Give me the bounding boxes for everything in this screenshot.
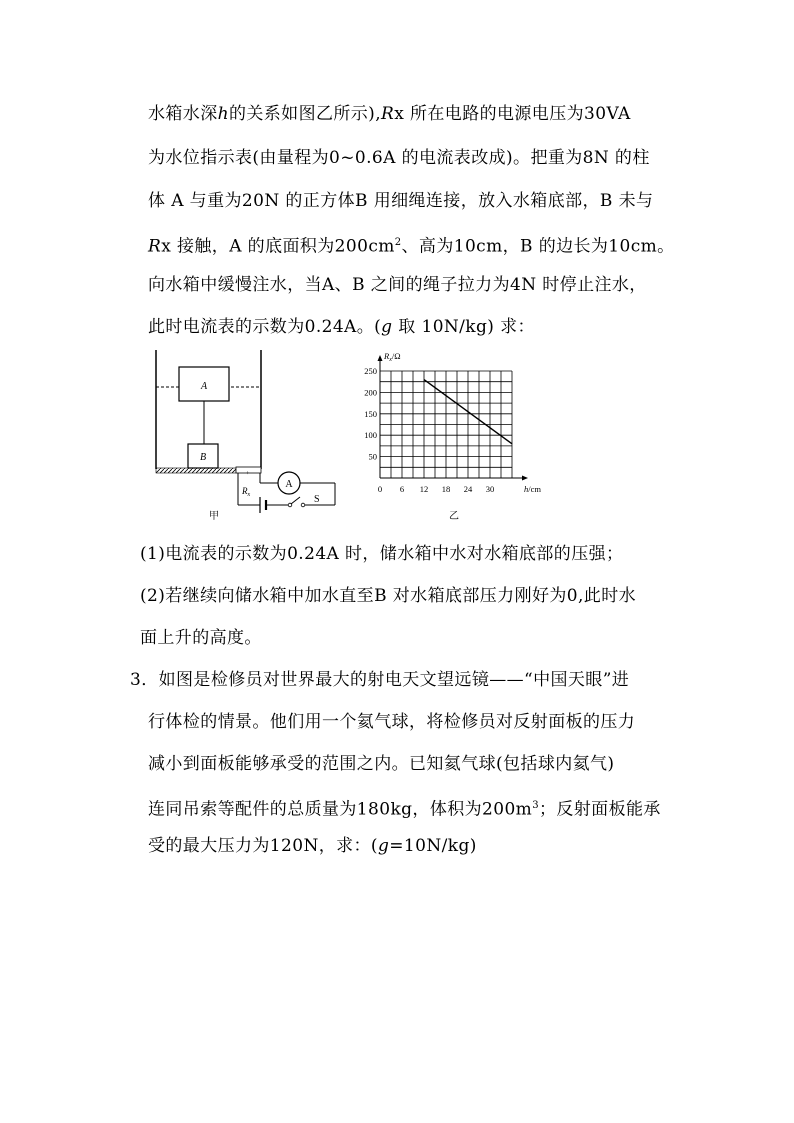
paragraph-line: [148, 103, 631, 125]
text-span: 取 10N/kg) 求：: [392, 317, 535, 337]
paragraph-line: 向水箱中缓慢注水，当A、B 之间的绳子拉力为4N 时停止注水，: [148, 275, 647, 295]
y-tick-label: 100: [364, 430, 377, 441]
x-tick-label: 12: [419, 484, 429, 494]
figure-yi-chart: [350, 345, 570, 525]
paragraph-line: 体 A 与重为20N 的正方体B 用细绳连接，放入水箱底部，B 未与: [148, 191, 654, 211]
text-span: 连同吊索等配件的总质量为180kg，体积为200m: [148, 799, 533, 820]
text-span: 、高为10cm，B 的边长为10cm。: [401, 236, 675, 257]
variable-r: R: [148, 236, 162, 257]
ammeter-label: A: [285, 479, 293, 490]
variable-r: R: [381, 104, 395, 124]
paragraph-line: 为水位指示表(由量程为0~0.6A 的电流表改成)。把重为8N 的柱: [148, 148, 650, 168]
x-tick-label: 30: [485, 484, 495, 494]
chart-grid: [380, 371, 512, 478]
question-3-line1: 3．如图是检修员对世界最大的射电天文望远镜——“中国天眼”进: [130, 670, 630, 690]
superscript: 2: [394, 237, 402, 248]
question-3-line2: 行体检的情景。他们用一个氦气球，将检修员对反射面板的压力: [148, 712, 636, 732]
text-span: 此时电流表的示数为0.24A。(: [148, 317, 382, 337]
text-span: 的关系如图乙所示),: [228, 104, 382, 124]
text-span: ；反射面板能承: [538, 799, 661, 820]
text-span: x 所在电路的电源电压为30VA: [394, 104, 631, 124]
question-3-line4: [148, 795, 661, 821]
y-tick-label: 50: [368, 451, 377, 462]
y-tick-label: 200: [364, 387, 377, 398]
y-tick-label: 250: [364, 366, 377, 376]
figure-jia-caption: 甲: [209, 511, 219, 522]
text-span: 水箱水深: [148, 104, 218, 124]
x-tick-labels: [378, 484, 494, 494]
sensor-plus: +: [246, 471, 250, 477]
y-tick-labels: [364, 366, 377, 462]
question-2-line1: (2)若继续向储水箱中加水直至B 对水箱底部压力刚好为0,此时水: [140, 586, 636, 606]
block-a-label: A: [200, 381, 208, 392]
x-axis-title: h/cm: [524, 484, 541, 494]
switch-label: S: [314, 494, 320, 505]
text-span: x 接触，A 的底面积为200cm: [161, 236, 395, 257]
x-tick-label: 18: [441, 484, 451, 494]
superscript: 3: [532, 800, 539, 811]
figure-jia-diagram: [148, 345, 348, 525]
tank-bottom: [156, 468, 236, 473]
paragraph-line: [148, 232, 675, 258]
text-span: =10N/kg): [389, 836, 477, 856]
question-3-line3: 减小到面板能够承受的范围之内。已知氦气球(包括球内氦气): [148, 754, 615, 774]
variable-g: g: [381, 317, 393, 337]
figure-yi-caption: 乙: [449, 511, 459, 522]
question-1: (1)电流表的示数为0.24A 时，储水箱中水对水箱底部的压强；: [140, 544, 624, 564]
paragraph-line: [148, 316, 535, 338]
text-span: 受的最大压力为120N，求：(: [148, 836, 378, 856]
question-3-line5: [148, 835, 477, 857]
x-tick-label: 6: [399, 484, 405, 494]
x-axis-arrow: [522, 476, 528, 481]
variable-h: h: [217, 104, 229, 124]
question-2-line2: 面上升的高度。: [140, 628, 262, 648]
y-axis-arrow: [378, 355, 383, 361]
x-tick-label: 24: [463, 484, 473, 494]
y-tick-label: 150: [364, 408, 377, 419]
block-b-label: B: [199, 452, 207, 463]
variable-g: g: [377, 836, 390, 856]
y-axis-title: $R_x/\Omega$: [384, 351, 401, 363]
switch-blade: [291, 497, 300, 504]
switch-contact: [301, 503, 305, 507]
rx-label: $R_x$: [242, 486, 251, 498]
x-tick-label: 0: [377, 484, 383, 494]
